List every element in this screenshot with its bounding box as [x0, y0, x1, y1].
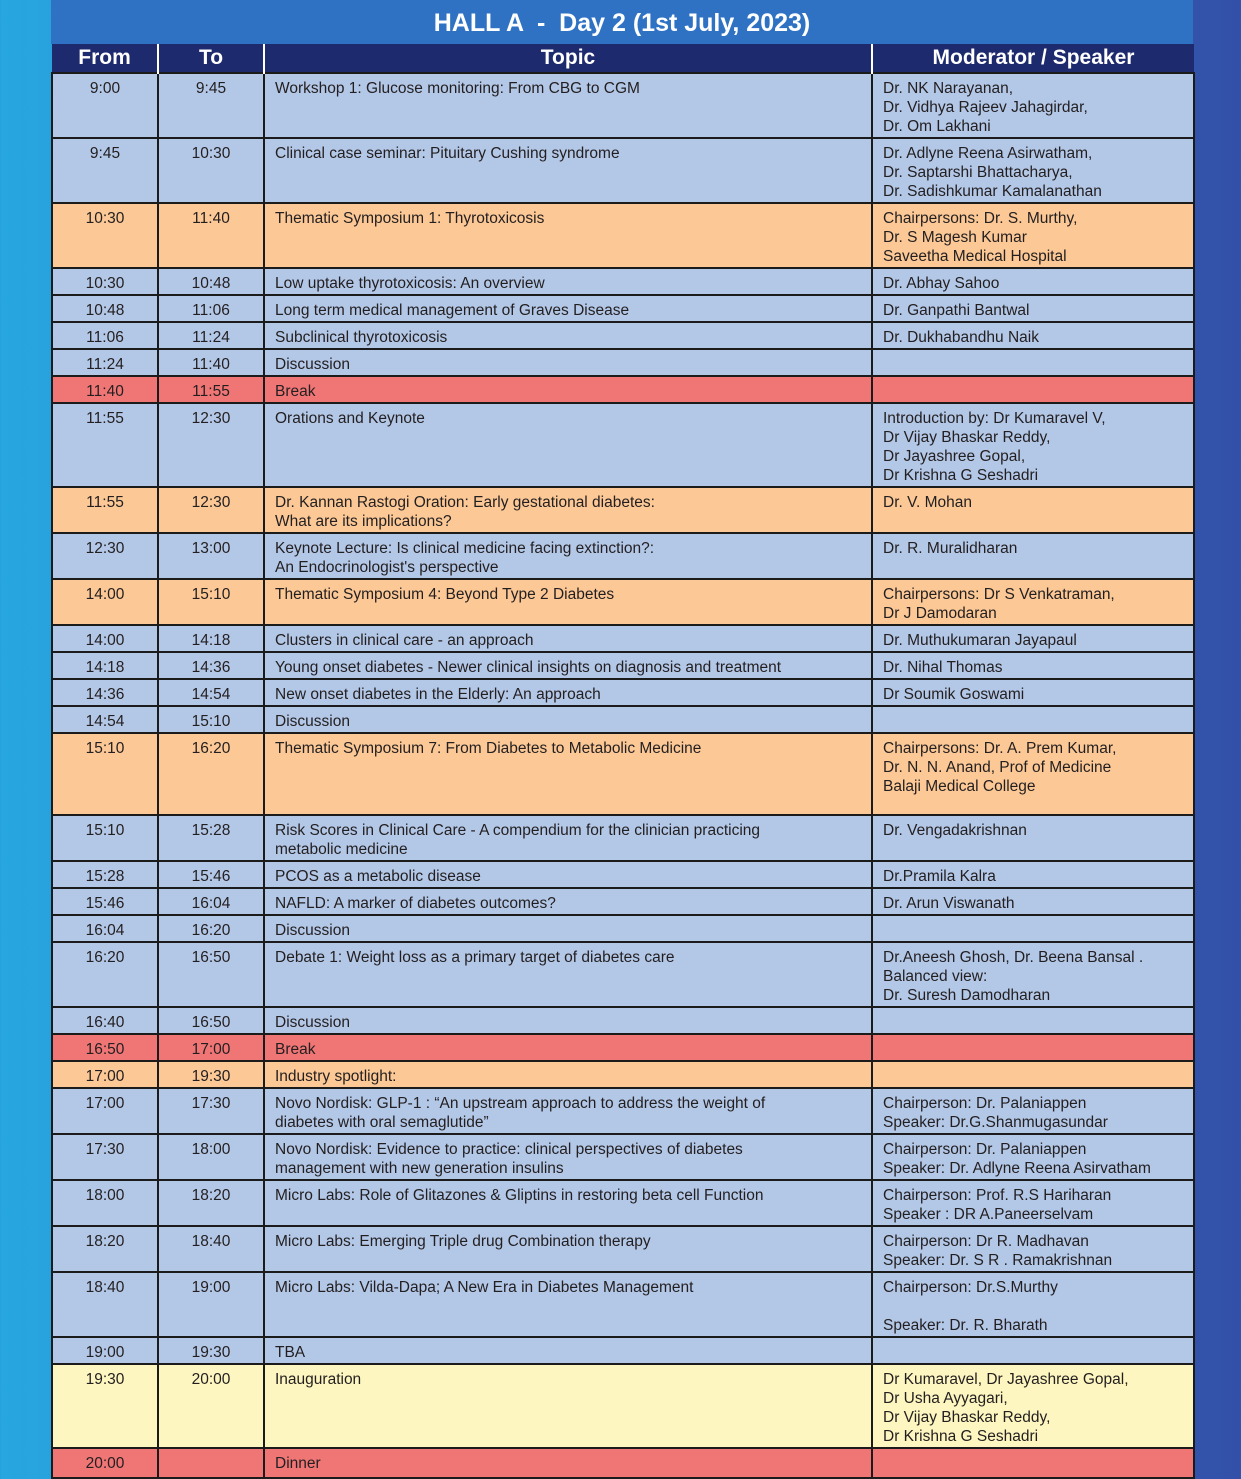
time-to-cell: 12:30	[158, 403, 264, 487]
time-to-cell: 20:00	[158, 1364, 264, 1448]
speaker-cell: Dr. Arun Viswanath	[872, 888, 1194, 915]
table-row	[52, 322, 1194, 349]
topic-cell: Dinner	[264, 1448, 872, 1478]
speaker-cell: Chairperson: Dr.S.Murthy Speaker: Dr. R. Bharath	[872, 1272, 1194, 1337]
time-from-cell: 18:40	[52, 1272, 158, 1337]
time-to-cell: 15:10	[158, 579, 264, 625]
time-to-cell: 16:04	[158, 888, 264, 915]
speaker-cell: Chairperson: Dr. Palaniappen Speaker: Dr. Adlyne Reena Asirvatham	[872, 1134, 1194, 1180]
topic-cell: Subclinical thyrotoxicosis	[264, 322, 872, 349]
table-row	[52, 1134, 1194, 1180]
topic-cell: Clusters in clinical care - an approach	[264, 625, 872, 652]
table-row	[52, 1337, 1194, 1364]
speaker-cell	[872, 1337, 1194, 1364]
time-to-cell: 11:55	[158, 376, 264, 403]
table-row	[52, 203, 1194, 268]
table-row	[52, 349, 1194, 376]
time-from-cell: 15:46	[52, 888, 158, 915]
topic-cell: Young onset diabetes - Newer clinical insights on diagnosis and treatment	[264, 652, 872, 679]
time-from-cell: 11:40	[52, 376, 158, 403]
schedule-sheet	[51, 0, 1193, 1479]
time-from-cell: 16:40	[52, 1007, 158, 1034]
topic-cell: Long term medical management of Graves Disease	[264, 295, 872, 322]
time-to-cell: 15:10	[158, 706, 264, 733]
time-to-cell: 9:45	[158, 73, 264, 138]
topic-cell: Novo Nordisk: GLP-1 : “An upstream approach to address the weight of diabetes with oral semaglutide”	[264, 1088, 872, 1134]
time-from-cell: 14:54	[52, 706, 158, 733]
topic-cell: Risk Scores in Clinical Care - A compendium for the clinician practicing metabolic medicine	[264, 815, 872, 861]
time-to-cell: 17:30	[158, 1088, 264, 1134]
time-from-cell: 10:48	[52, 295, 158, 322]
topic-cell: TBA	[264, 1337, 872, 1364]
table-row	[52, 1180, 1194, 1226]
table-row	[52, 376, 1194, 403]
table-row	[52, 73, 1194, 138]
topic-cell: Micro Labs: Vilda-Dapa; A New Era in Diabetes Management	[264, 1272, 872, 1337]
time-to-cell: 15:28	[158, 815, 264, 861]
header-row	[52, 44, 1194, 73]
time-to-cell: 14:54	[158, 679, 264, 706]
time-to-cell: 14:36	[158, 652, 264, 679]
speaker-cell: Introduction by: Dr Kumaravel V, Dr Vijay Bhaskar Reddy, Dr Jayashree Gopal, Dr Krishna G Seshadri	[872, 403, 1194, 487]
time-to-cell: 16:50	[158, 942, 264, 1007]
speaker-cell: Chairpersons: Dr. A. Prem Kumar, Dr. N. N. Anand, Prof of Medicine Balaji Medical College	[872, 733, 1194, 815]
table-row	[52, 706, 1194, 733]
topic-cell: Thematic Symposium 1: Thyrotoxicosis	[264, 203, 872, 268]
time-to-cell: 16:20	[158, 915, 264, 942]
time-to-cell: 11:24	[158, 322, 264, 349]
time-from-cell: 11:55	[52, 403, 158, 487]
time-from-cell: 16:20	[52, 942, 158, 1007]
time-from-cell: 14:00	[52, 625, 158, 652]
topic-cell: Keynote Lecture: Is clinical medicine facing extinction?: An Endocrinologist's perspective	[264, 533, 872, 579]
table-row	[52, 403, 1194, 487]
time-from-cell: 14:00	[52, 579, 158, 625]
time-to-cell: 14:18	[158, 625, 264, 652]
table-row	[52, 625, 1194, 652]
topic-cell: Micro Labs: Role of Glitazones & Gliptins in restoring beta cell Function	[264, 1180, 872, 1226]
column-header-from: From	[52, 44, 158, 73]
topic-cell: Workshop 1: Glucose monitoring: From CBG to CGM	[264, 73, 872, 138]
time-from-cell: 14:18	[52, 652, 158, 679]
time-from-cell: 14:36	[52, 679, 158, 706]
speaker-cell: Dr Soumik Goswami	[872, 679, 1194, 706]
time-to-cell: 16:50	[158, 1007, 264, 1034]
table-row	[52, 579, 1194, 625]
speaker-cell	[872, 1007, 1194, 1034]
topic-cell: Micro Labs: Emerging Triple drug Combination therapy	[264, 1226, 872, 1272]
column-header-speaker: Moderator / Speaker	[872, 44, 1194, 73]
time-to-cell: 11:40	[158, 349, 264, 376]
time-to-cell: 18:20	[158, 1180, 264, 1226]
time-from-cell: 15:10	[52, 733, 158, 815]
speaker-cell: Dr. Ganpathi Bantwal	[872, 295, 1194, 322]
speaker-cell: Dr. Adlyne Reena Asirwatham, Dr. Saptarshi Bhattacharya, Dr. Sadishkumar Kamalanathan	[872, 138, 1194, 203]
table-row	[52, 942, 1194, 1007]
speaker-cell	[872, 1034, 1194, 1061]
time-from-cell: 10:30	[52, 203, 158, 268]
time-to-cell: 11:40	[158, 203, 264, 268]
time-to-cell: 10:30	[158, 138, 264, 203]
speaker-cell: Chairperson: Dr. Palaniappen Speaker: Dr.G.Shanmugasundar	[872, 1088, 1194, 1134]
topic-cell: PCOS as a metabolic disease	[264, 861, 872, 888]
time-from-cell: 19:00	[52, 1337, 158, 1364]
topic-cell: New onset diabetes in the Elderly: An approach	[264, 679, 872, 706]
speaker-cell: Dr. Dukhabandhu Naik	[872, 322, 1194, 349]
table-row	[52, 295, 1194, 322]
time-from-cell: 9:00	[52, 73, 158, 138]
time-from-cell: 15:28	[52, 861, 158, 888]
speaker-cell: Dr. Vengadakrishnan	[872, 815, 1194, 861]
speaker-cell: Chairpersons: Dr S Venkatraman, Dr J Damodaran	[872, 579, 1194, 625]
speaker-cell	[872, 349, 1194, 376]
speaker-cell: Dr. Abhay Sahoo	[872, 268, 1194, 295]
table-row	[52, 888, 1194, 915]
topic-cell: Break	[264, 376, 872, 403]
time-from-cell: 10:30	[52, 268, 158, 295]
topic-cell: Inauguration	[264, 1364, 872, 1448]
topic-cell: NAFLD: A marker of diabetes outcomes?	[264, 888, 872, 915]
table-row	[52, 1364, 1194, 1448]
time-from-cell: 19:30	[52, 1364, 158, 1448]
time-to-cell: 15:46	[158, 861, 264, 888]
table-row	[52, 1272, 1194, 1337]
time-from-cell: 11:06	[52, 322, 158, 349]
speaker-cell: Dr. R. Muralidharan	[872, 533, 1194, 579]
time-to-cell: 13:00	[158, 533, 264, 579]
table-row	[52, 1007, 1194, 1034]
table-row	[52, 652, 1194, 679]
table-row	[52, 815, 1194, 861]
speaker-cell	[872, 706, 1194, 733]
time-from-cell: 17:30	[52, 1134, 158, 1180]
table-row	[52, 679, 1194, 706]
column-header-to: To	[158, 44, 264, 73]
speaker-cell: Dr Kumaravel, Dr Jayashree Gopal, Dr Usha Ayyagari, Dr Vijay Bhaskar Reddy, Dr Krishna G Seshadri	[872, 1364, 1194, 1448]
speaker-cell	[872, 1061, 1194, 1088]
speaker-cell: Dr. V. Mohan	[872, 487, 1194, 533]
time-from-cell: 16:04	[52, 915, 158, 942]
topic-cell: Clinical case seminar: Pituitary Cushing syndrome	[264, 138, 872, 203]
topic-cell: Industry spotlight:	[264, 1061, 872, 1088]
time-from-cell: 16:50	[52, 1034, 158, 1061]
schedule-table	[51, 44, 1195, 1479]
page-title: HALL A - Day 2 (1st July, 2023)	[51, 0, 1193, 44]
time-from-cell: 17:00	[52, 1061, 158, 1088]
topic-cell: Dr. Kannan Rastogi Oration: Early gestational diabetes: What are its implications?	[264, 487, 872, 533]
speaker-cell: Dr.Aneesh Ghosh, Dr. Beena Bansal . Balanced view: Dr. Suresh Damodharan	[872, 942, 1194, 1007]
time-from-cell: 11:24	[52, 349, 158, 376]
time-from-cell: 17:00	[52, 1088, 158, 1134]
table-row	[52, 915, 1194, 942]
table-row	[52, 1061, 1194, 1088]
time-from-cell: 9:45	[52, 138, 158, 203]
time-to-cell: 19:00	[158, 1272, 264, 1337]
topic-cell: Novo Nordisk: Evidence to practice: clinical perspectives of diabetes management with new generation insulins	[264, 1134, 872, 1180]
time-to-cell: 16:20	[158, 733, 264, 815]
time-to-cell: 17:00	[158, 1034, 264, 1061]
speaker-cell: Dr. Nihal Thomas	[872, 652, 1194, 679]
topic-cell: Thematic Symposium 4: Beyond Type 2 Diabetes	[264, 579, 872, 625]
time-from-cell: 20:00	[52, 1448, 158, 1478]
topic-cell: Break	[264, 1034, 872, 1061]
time-to-cell: 18:00	[158, 1134, 264, 1180]
topic-cell: Orations and Keynote	[264, 403, 872, 487]
topic-cell: Debate 1: Weight loss as a primary target of diabetes care	[264, 942, 872, 1007]
time-to-cell: 19:30	[158, 1337, 264, 1364]
topic-cell: Discussion	[264, 706, 872, 733]
table-row	[52, 268, 1194, 295]
topic-cell: Discussion	[264, 915, 872, 942]
table-row	[52, 487, 1194, 533]
time-from-cell: 11:55	[52, 487, 158, 533]
table-row	[52, 1088, 1194, 1134]
speaker-cell: Dr. Muthukumaran Jayapaul	[872, 625, 1194, 652]
column-header-topic: Topic	[264, 44, 872, 73]
speaker-cell: Chairpersons: Dr. S. Murthy, Dr. S Magesh Kumar Saveetha Medical Hospital	[872, 203, 1194, 268]
table-row	[52, 533, 1194, 579]
time-to-cell: 10:48	[158, 268, 264, 295]
speaker-cell: Chairperson: Prof. R.S Hariharan Speaker : DR A.Paneerselvam	[872, 1180, 1194, 1226]
topic-cell: Discussion	[264, 349, 872, 376]
speaker-cell: Dr.Pramila Kalra	[872, 861, 1194, 888]
time-from-cell: 18:00	[52, 1180, 158, 1226]
topic-cell: Discussion	[264, 1007, 872, 1034]
time-to-cell: 11:06	[158, 295, 264, 322]
time-from-cell: 12:30	[52, 533, 158, 579]
speaker-cell	[872, 376, 1194, 403]
table-row	[52, 138, 1194, 203]
time-to-cell: 19:30	[158, 1061, 264, 1088]
table-row	[52, 733, 1194, 815]
speaker-cell	[872, 915, 1194, 942]
time-from-cell: 18:20	[52, 1226, 158, 1272]
time-to-cell: 18:40	[158, 1226, 264, 1272]
table-row	[52, 1226, 1194, 1272]
topic-cell: Thematic Symposium 7: From Diabetes to Metabolic Medicine	[264, 733, 872, 815]
speaker-cell: Dr. NK Narayanan, Dr. Vidhya Rajeev Jahagirdar, Dr. Om Lakhani	[872, 73, 1194, 138]
topic-cell: Low uptake thyrotoxicosis: An overview	[264, 268, 872, 295]
table-row	[52, 1034, 1194, 1061]
time-from-cell: 15:10	[52, 815, 158, 861]
time-to-cell: 12:30	[158, 487, 264, 533]
table-row	[52, 861, 1194, 888]
speaker-cell: Chairperson: Dr R. Madhavan Speaker: Dr. S R . Ramakrishnan	[872, 1226, 1194, 1272]
